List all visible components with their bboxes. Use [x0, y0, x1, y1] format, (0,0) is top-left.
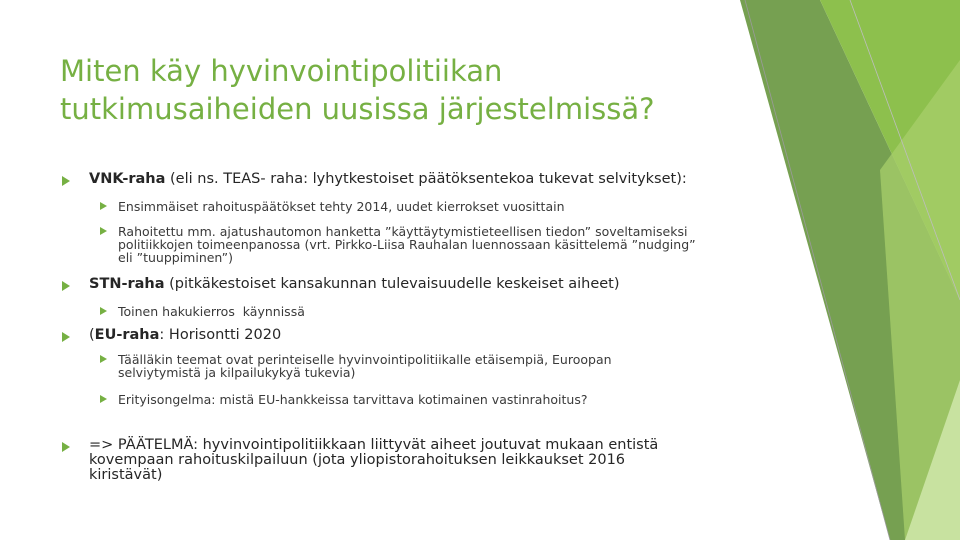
bullet-bold-term: STN-raha [89, 276, 165, 292]
slide-title: Miten käy hyvinvointipolitiikan tutkimusaiheiden uusissa järjestelmissä? [60, 54, 655, 126]
bullet-arrow-icon [62, 281, 70, 291]
sub-bullet-text: Rahoitettu mm. ajatushautomon hanketta ”käyttäytymistieteellisen tiedon” soveltamiseksi politiikkojen toimeenpanossa (vrt. Pirkko-Liisa Rauhalan luennossaan käsittelemä ”nudging” eli ”tuuppiminen”) [118, 224, 696, 265]
sub-bullet-stn-1 [100, 305, 698, 318]
sub-bullet-text: Ensimmäiset rahoituspäätökset tehty 2014, uudet kierrokset vuosittain [118, 199, 565, 214]
sub-bullet-text: Toinen hakukierros käynnissä [118, 304, 305, 319]
bullet-arrow-icon [100, 355, 107, 363]
bullet-text [89, 277, 689, 292]
bullet-arrow-icon [62, 442, 70, 452]
bullet-vnk [62, 172, 689, 187]
bullet-arrow-icon [100, 395, 107, 403]
bullet-text [89, 328, 689, 343]
bullet-arrow-icon [62, 176, 70, 186]
bullet-rest: : Horisontti 2020 [159, 327, 282, 343]
sub-bullet-vnk-2 [100, 225, 698, 264]
bullet-arrow-icon [100, 227, 107, 235]
sub-bullet-text: Täälläkin teemat ovat perinteiselle hyvinvointipolitiikalle etäisempiä, Euroopan selviytymistä ja kilpailukykyä tukevia) [118, 352, 612, 380]
bullet-conclusion [62, 438, 669, 483]
bullet-eu [62, 328, 689, 343]
bullet-prefix: ( [89, 327, 95, 343]
bullet-text [89, 172, 689, 187]
sub-bullet-text: Erityisongelma: mistä EU-hankkeissa tarvittava kotimainen vastinrahoitus? [118, 392, 588, 407]
sub-bullet-eu-1 [100, 353, 698, 379]
bullet-arrow-icon [100, 202, 107, 210]
sub-bullet-vnk-1 [100, 200, 698, 213]
bullet-rest: (pitkäkestoiset kansakunnan tulevaisuudelle keskeiset aiheet) [164, 276, 620, 292]
bullet-arrow-icon [62, 332, 70, 342]
bullet-text: => PÄÄTELMÄ: hyvinvointipolitiikkaan liittyvät aiheet joutuvat mukaan entistä kovempaan rahoituskilpailuun (jota yliopistorahoituksen leikkaukset 2016 kiristävät) [89, 437, 659, 483]
bullet-bold-term: EU-raha [94, 327, 160, 343]
bullet-arrow-icon [100, 307, 107, 315]
sub-bullet-eu-2 [100, 393, 698, 406]
bullet-rest: (eli ns. TEAS- raha: lyhytkestoiset päätöksentekoa tukevat selvitykset): [165, 171, 687, 187]
bullet-bold-term: VNK-raha [89, 171, 166, 187]
bullet-stn [62, 277, 689, 292]
